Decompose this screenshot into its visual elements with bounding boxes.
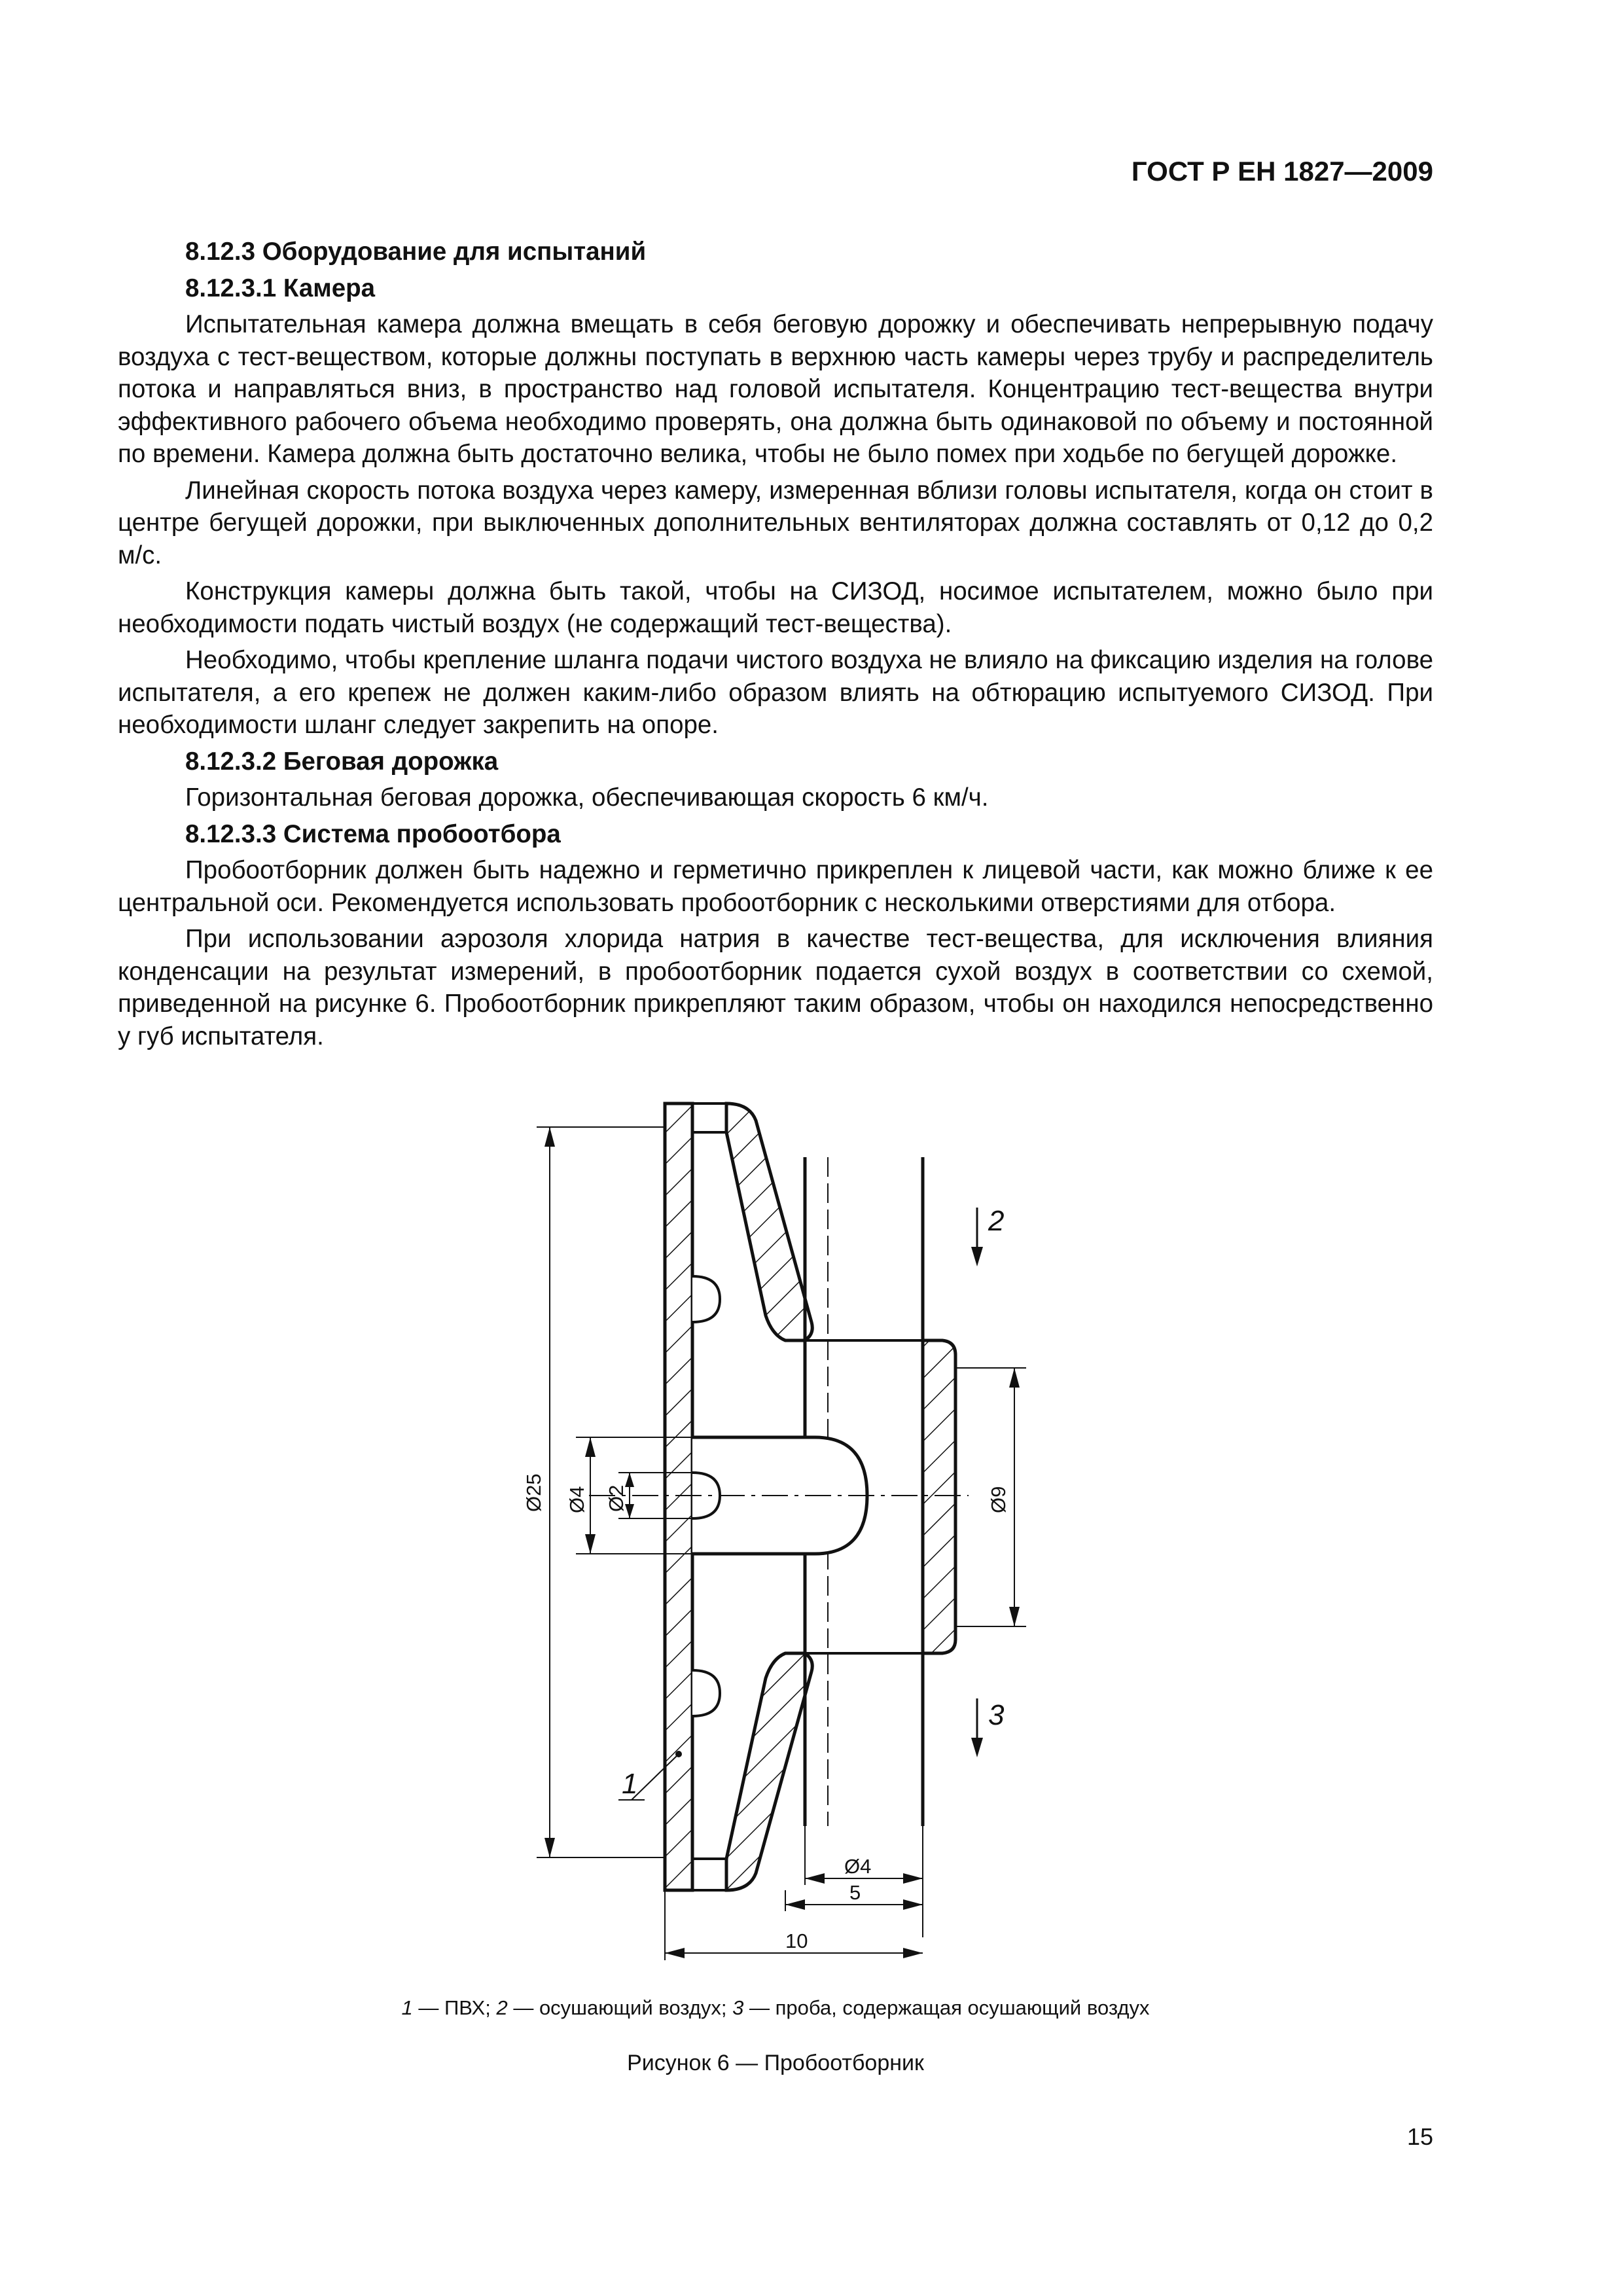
upper-hole: [692, 1276, 720, 1322]
technical-drawing: [0, 1073, 1623, 2003]
marker-2: 2: [988, 1205, 1005, 1237]
dimension-d4-left: Ø4: [565, 1486, 588, 1513]
figure-sampler-drawing: [0, 1073, 1623, 2003]
figure-legend: [118, 1996, 1433, 2020]
dimension-d4-bottom: Ø4: [844, 1855, 872, 1878]
paragraph: Конструкция камеры должна быть такой, чтобы на СИЗОД, носимое испытателем, можно было при необходимости подать чистый воздух (не содержащий тест-вещества).: [118, 577, 1433, 638]
legend-text-1: — ПВХ;: [412, 1996, 497, 2019]
legend-key-1: 1: [401, 1996, 413, 2019]
lower-wedge: [726, 1653, 812, 1890]
paragraph: Линейная скорость потока воздуха через камеру, измеренная вблизи головы испытателя, когда он стоит в центре бегущей дорожки, при выключенных дополнительных вентиляторах должна составлять от 0,12 до 0,2 м/с.: [118, 476, 1433, 569]
legend-text-2: — осушающий воздух;: [507, 1996, 733, 2019]
paragraph: Испытательная камера должна вмещать в себя беговую дорожку и обеспечивать непрерывную подачу воздуха с тест-веществом, которые должны поступать в верхнюю часть камеры через трубу и распределитель потока и направляться вниз, в пространство над головой испытателя. Концентрацию тест-вещества внутри эффективного рабочего объема необходимо проверять, она должна быть одинаковой по объему и постоянной по времени. Камера должна быть достаточно велика, чтобы не было помех при ходьбе по бегущей дорожке.: [118, 310, 1433, 468]
paragraph: Пробоотборник должен быть надежно и герметично прикреплен к лицевой части, как можно ближе к ее центральной оси. Рекомендуется использовать пробоотборник с несколькими отверстиями для отбора.: [118, 856, 1433, 917]
lower-hole: [692, 1670, 720, 1716]
figure-caption: Рисунок 6 — Пробоотборник: [627, 2051, 924, 2075]
legend-key-3: 3: [732, 1996, 744, 2019]
marker-3: 3: [988, 1699, 1005, 1731]
document-header: ГОСТ Р ЕН 1827—2009: [1131, 156, 1433, 187]
plate-section: [665, 1103, 692, 1890]
body-text: [118, 236, 1433, 1052]
paragraph: При использовании аэрозоля хлорида натрия в качестве тест-вещества, для исключения влияния конденсации на результат измерений, в пробоотборник подается сухой воздух в соответствии со схемой, приведенной на рисунке 6. Пробоотборник прикрепляют таким образом, чтобы он находился непосредственно у губ испытателя.: [118, 925, 1433, 1050]
paragraph: Горизонтальная беговая дорожка, обеспечивающая скорость 6 км/ч.: [185, 783, 989, 812]
dimension-d9: Ø9: [987, 1486, 1010, 1513]
dimension-d25: Ø25: [522, 1473, 545, 1512]
legend-text-3: — проба, содержащая осушающий воздух: [743, 1996, 1150, 2019]
legend-key-2: 2: [496, 1996, 508, 2019]
subsection-heading: 8.12.3.3 Система пробоотбора: [185, 819, 561, 848]
dimension-d2: Ø2: [605, 1484, 628, 1512]
dimension-w5: 5: [849, 1881, 861, 1904]
subsection-heading: 8.12.3.1 Камера: [185, 274, 376, 302]
paragraph: Необходимо, чтобы крепление шланга подачи чистого воздуха не влияло на фиксацию изделия на голове испытателя, а его крепеж не должен каким-либо образом влиять на обтюрацию испытуемого СИЗОД. При необходимости шланг следует закрепить на опоре.: [118, 646, 1433, 739]
subsection-heading: 8.12.3.2 Беговая дорожка: [185, 747, 499, 776]
page-number: 15: [1406, 2123, 1433, 2150]
outer-ring: [923, 1340, 955, 1653]
marker-1: 1: [622, 1768, 638, 1800]
dimension-w10: 10: [785, 1929, 808, 1952]
section-heading: 8.12.3 Оборудование для испытаний: [185, 238, 647, 266]
upper-wedge: [726, 1103, 812, 1340]
